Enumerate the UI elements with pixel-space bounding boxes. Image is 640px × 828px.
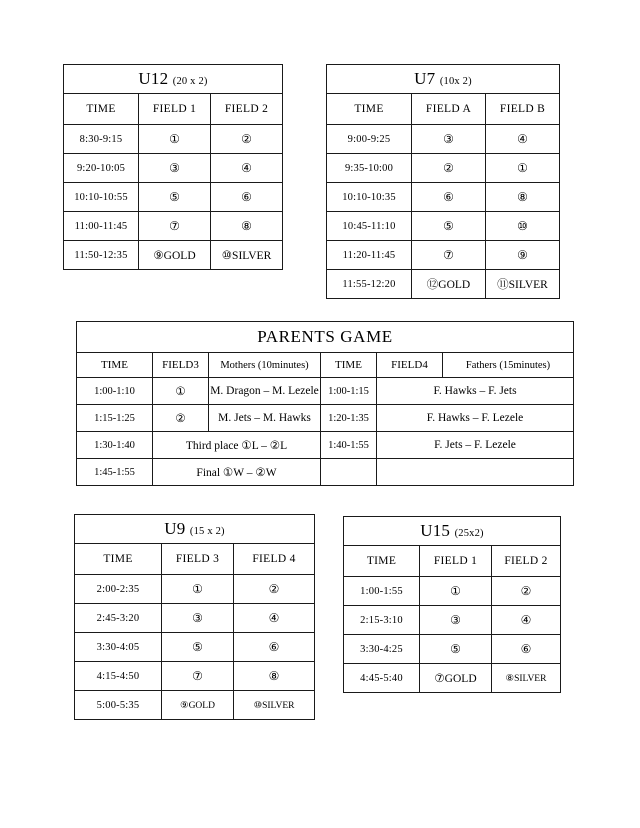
mothers-row3-match: Final ①W – ②W (153, 459, 321, 486)
table-row (64, 154, 283, 183)
u12-header-field1: FIELD 1 (139, 94, 211, 125)
u7-row4-fieldb: ⑨ (486, 241, 560, 270)
u15-title-main: U15 (420, 521, 451, 540)
u9-row0-field4: ② (234, 575, 315, 604)
table-row (327, 270, 560, 299)
u15-row1-field2: ④ (492, 606, 561, 635)
table-row (77, 432, 574, 459)
u12-title-row (64, 65, 283, 94)
u7-row0-fielda: ③ (412, 125, 486, 154)
u7-title-sub: (10x 2) (439, 76, 472, 87)
u12-schedule-table (63, 64, 283, 270)
u7-row4-fielda: ⑦ (412, 241, 486, 270)
u15-title-row (344, 517, 561, 546)
u12-row1-field1: ③ (139, 154, 211, 183)
table-row (77, 405, 574, 432)
u7-schedule-table (326, 64, 560, 299)
u9-header-field3: FIELD 3 (162, 544, 234, 575)
table-row (344, 577, 561, 606)
u12-title-cell (64, 65, 283, 94)
mothers-row0-match: M. Dragon – M. Lezele (209, 378, 321, 405)
fathers-row1-time: 1:20-1:35 (321, 405, 377, 432)
u7-header-time: TIME (327, 94, 412, 125)
u15-row3-field1: ⑦GOLD (420, 664, 492, 693)
mothers-row0-time: 1:00-1:10 (77, 378, 153, 405)
mothers-row2-time: 1:30-1:40 (77, 432, 153, 459)
u9-header-row (75, 544, 315, 575)
u9-row1-time: 2:45-3:20 (75, 604, 162, 633)
u12-row2-field2: ⑥ (211, 183, 283, 212)
u7-header-fielda: FIELD A (412, 94, 486, 125)
table-row (344, 606, 561, 635)
u7-row0-time: 9:00-9:25 (327, 125, 412, 154)
u9-row3-field4: ⑧ (234, 662, 315, 691)
u7-row2-fielda: ⑥ (412, 183, 486, 212)
u9-row4-field3: ⑨GOLD (162, 691, 234, 720)
fathers-row2-match: F. Jets – F. Lezele (377, 432, 574, 459)
u15-title-sub: (25x2) (454, 528, 484, 539)
table-row (327, 183, 560, 212)
u12-header-field2: FIELD 2 (211, 94, 283, 125)
u15-header-field1: FIELD 1 (420, 546, 492, 577)
mothers-row1-time: 1:15-1:25 (77, 405, 153, 432)
mothers-row3-time: 1:45-1:55 (77, 459, 153, 486)
table-row (327, 212, 560, 241)
u12-header-row (64, 94, 283, 125)
u15-row1-field1: ③ (420, 606, 492, 635)
u15-title-cell (344, 517, 561, 546)
u7-row0-fieldb: ④ (486, 125, 560, 154)
u15-row3-field2: ⑧SILVER (492, 664, 561, 693)
u7-row5-fieldb: ⑪SILVER (486, 270, 560, 299)
fathers-filler-time (321, 459, 377, 486)
u9-title-main: U9 (164, 519, 186, 538)
table-row (327, 241, 560, 270)
u12-row1-field2: ④ (211, 154, 283, 183)
u15-schedule-table (343, 516, 561, 693)
u15-row3-time: 4:45-5:40 (344, 664, 420, 693)
u9-row4-field4: ⑩SILVER (234, 691, 315, 720)
table-row (75, 662, 315, 691)
u9-row2-field3: ⑤ (162, 633, 234, 662)
table-row (75, 633, 315, 662)
fathers-row0-time: 1:00-1:15 (321, 378, 377, 405)
table-row (64, 212, 283, 241)
u12-row3-field2: ⑧ (211, 212, 283, 241)
mothers-row1-field: ② (153, 405, 209, 432)
fathers-row2-time: 1:40-1:55 (321, 432, 377, 459)
fathers-filler-match (377, 459, 574, 486)
u9-title-row (75, 515, 315, 544)
u9-row3-field3: ⑦ (162, 662, 234, 691)
u7-row2-fieldb: ⑧ (486, 183, 560, 212)
u12-row0-time: 8:30-9:15 (64, 125, 139, 154)
u9-header-time: TIME (75, 544, 162, 575)
u12-row0-field1: ① (139, 125, 211, 154)
u9-row2-time: 3:30-4:05 (75, 633, 162, 662)
table-row (327, 154, 560, 183)
mothers-row1-match: M. Jets – M. Hawks (209, 405, 321, 432)
u12-row3-time: 11:00-11:45 (64, 212, 139, 241)
u12-header-time: TIME (64, 94, 139, 125)
parents-game-table (76, 321, 574, 486)
u7-header-row (327, 94, 560, 125)
u7-row1-fielda: ② (412, 154, 486, 183)
u9-title-sub: (15 x 2) (189, 526, 225, 537)
mothers-row0-field: ① (153, 378, 209, 405)
u12-row0-field2: ② (211, 125, 283, 154)
u12-row3-field1: ⑦ (139, 212, 211, 241)
fathers-header-label: Fathers (15minutes) (443, 353, 574, 378)
u9-row0-field3: ① (162, 575, 234, 604)
mothers-row2-match: Third place ①L – ②L (153, 432, 321, 459)
fathers-row0-match: F. Hawks – F. Jets (377, 378, 574, 405)
table-row (77, 459, 574, 486)
u7-row3-fieldb: ⑩ (486, 212, 560, 241)
u15-row2-field2: ⑥ (492, 635, 561, 664)
u9-row1-field3: ③ (162, 604, 234, 633)
table-row (75, 575, 315, 604)
u12-row4-field2: ⑩SILVER (211, 241, 283, 270)
table-row (344, 664, 561, 693)
parents-header-row (77, 353, 574, 378)
u7-row2-time: 10:10-10:35 (327, 183, 412, 212)
u9-title-cell (75, 515, 315, 544)
u15-header-field2: FIELD 2 (492, 546, 561, 577)
u12-row2-time: 10:10-10:55 (64, 183, 139, 212)
parents-title: PARENTS GAME (77, 322, 574, 353)
mothers-header-label: Mothers (10minutes) (209, 353, 321, 378)
u7-title-cell (327, 65, 560, 94)
u7-row1-fieldb: ① (486, 154, 560, 183)
u7-header-fieldb: FIELD B (486, 94, 560, 125)
fathers-row1-match: F. Hawks – F. Lezele (377, 405, 574, 432)
u7-row3-fielda: ⑤ (412, 212, 486, 241)
table-row (75, 604, 315, 633)
u15-row0-field2: ② (492, 577, 561, 606)
u15-row2-time: 3:30-4:25 (344, 635, 420, 664)
u9-row0-time: 2:00-2:35 (75, 575, 162, 604)
table-row (344, 635, 561, 664)
u9-row4-time: 5:00-5:35 (75, 691, 162, 720)
u15-header-time: TIME (344, 546, 420, 577)
u12-row4-field1: ⑨GOLD (139, 241, 211, 270)
u7-row3-time: 10:45-11:10 (327, 212, 412, 241)
u15-header-row (344, 546, 561, 577)
u9-row2-field4: ⑥ (234, 633, 315, 662)
mothers-header-field: FIELD3 (153, 353, 209, 378)
u7-row5-time: 11:55-12:20 (327, 270, 412, 299)
u9-header-field4: FIELD 4 (234, 544, 315, 575)
table-row (327, 125, 560, 154)
u7-row4-time: 11:20-11:45 (327, 241, 412, 270)
fathers-header-time: TIME (321, 353, 377, 378)
table-row (64, 125, 283, 154)
u12-title-sub: (20 x 2) (172, 76, 208, 87)
u9-schedule-table (74, 514, 315, 720)
table-row (77, 378, 574, 405)
u12-title-main: U12 (138, 69, 169, 88)
u9-row3-time: 4:15-4:50 (75, 662, 162, 691)
u12-row1-time: 9:20-10:05 (64, 154, 139, 183)
u15-row0-time: 1:00-1:55 (344, 577, 420, 606)
parents-title-row (77, 322, 574, 353)
table-row (64, 241, 283, 270)
u15-row1-time: 2:15-3:10 (344, 606, 420, 635)
u12-row4-time: 11:50-12:35 (64, 241, 139, 270)
table-row (64, 183, 283, 212)
u7-title-main: U7 (414, 69, 436, 88)
u12-row2-field1: ⑤ (139, 183, 211, 212)
u15-row0-field1: ① (420, 577, 492, 606)
u7-row5-fielda: ⑫GOLD (412, 270, 486, 299)
u7-row1-time: 9:35-10:00 (327, 154, 412, 183)
table-row (75, 691, 315, 720)
fathers-header-field: FIELD4 (377, 353, 443, 378)
mothers-header-time: TIME (77, 353, 153, 378)
u7-title-row (327, 65, 560, 94)
u15-row2-field1: ⑤ (420, 635, 492, 664)
u9-row1-field4: ④ (234, 604, 315, 633)
